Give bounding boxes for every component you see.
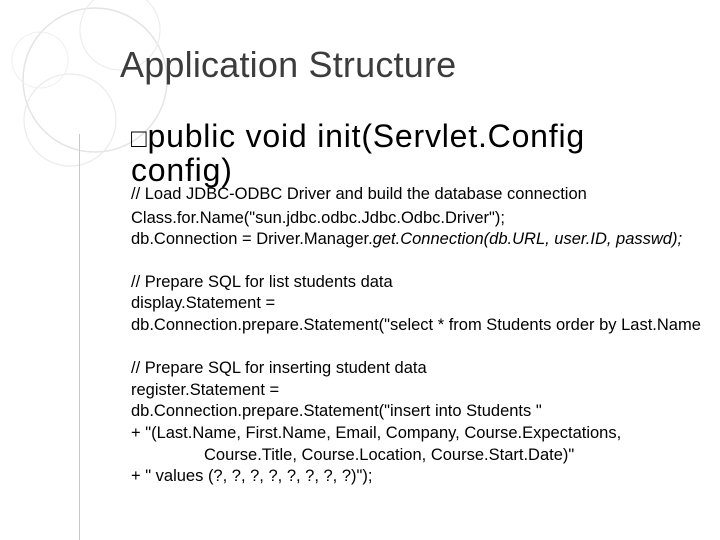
code-line: + " values (?, ?, ?, ?, ?, ?, ?, ?)"); bbox=[131, 467, 373, 485]
bullet-text-1: public void init(Servlet.Config bbox=[147, 118, 585, 154]
bullet-icon: □ bbox=[131, 123, 148, 153]
code-line bbox=[131, 228, 682, 250]
bullet-line-1 bbox=[131, 118, 585, 156]
code-line: + "(Last.Name, First.Name, Email, Company, Course.Expectations, bbox=[131, 424, 622, 442]
code-line: // Prepare SQL for inserting student data bbox=[131, 359, 427, 377]
code-line: db.Connection.prepare.Statement("select * from Students order by Last.Name bbox=[131, 316, 701, 334]
code-segment-italic: get.Connection(db.URL, user.ID, passwd); bbox=[372, 230, 683, 248]
code-line: Course.Title, Course.Location, Course.Start.Date)" bbox=[204, 446, 575, 464]
code-line: // Prepare SQL for list students data bbox=[131, 273, 393, 291]
code-line: // Load JDBC-ODBC Driver and build the database connection bbox=[131, 185, 587, 203]
divider-line bbox=[79, 134, 80, 540]
code-segment: db.Connection = Driver.Manager. bbox=[131, 230, 373, 248]
code-line: display.Statement = bbox=[131, 294, 276, 312]
bullet-text-2: config) bbox=[131, 152, 233, 188]
code-line: db.Connection.prepare.Statement("insert into Students " bbox=[131, 402, 542, 420]
code-line: Class.for.Name("sun.jdbc.odbc.Jdbc.Odbc.Driver"); bbox=[131, 209, 505, 227]
code-line: register.Statement = bbox=[131, 381, 280, 399]
slide-title: Application Structure bbox=[120, 44, 457, 85]
